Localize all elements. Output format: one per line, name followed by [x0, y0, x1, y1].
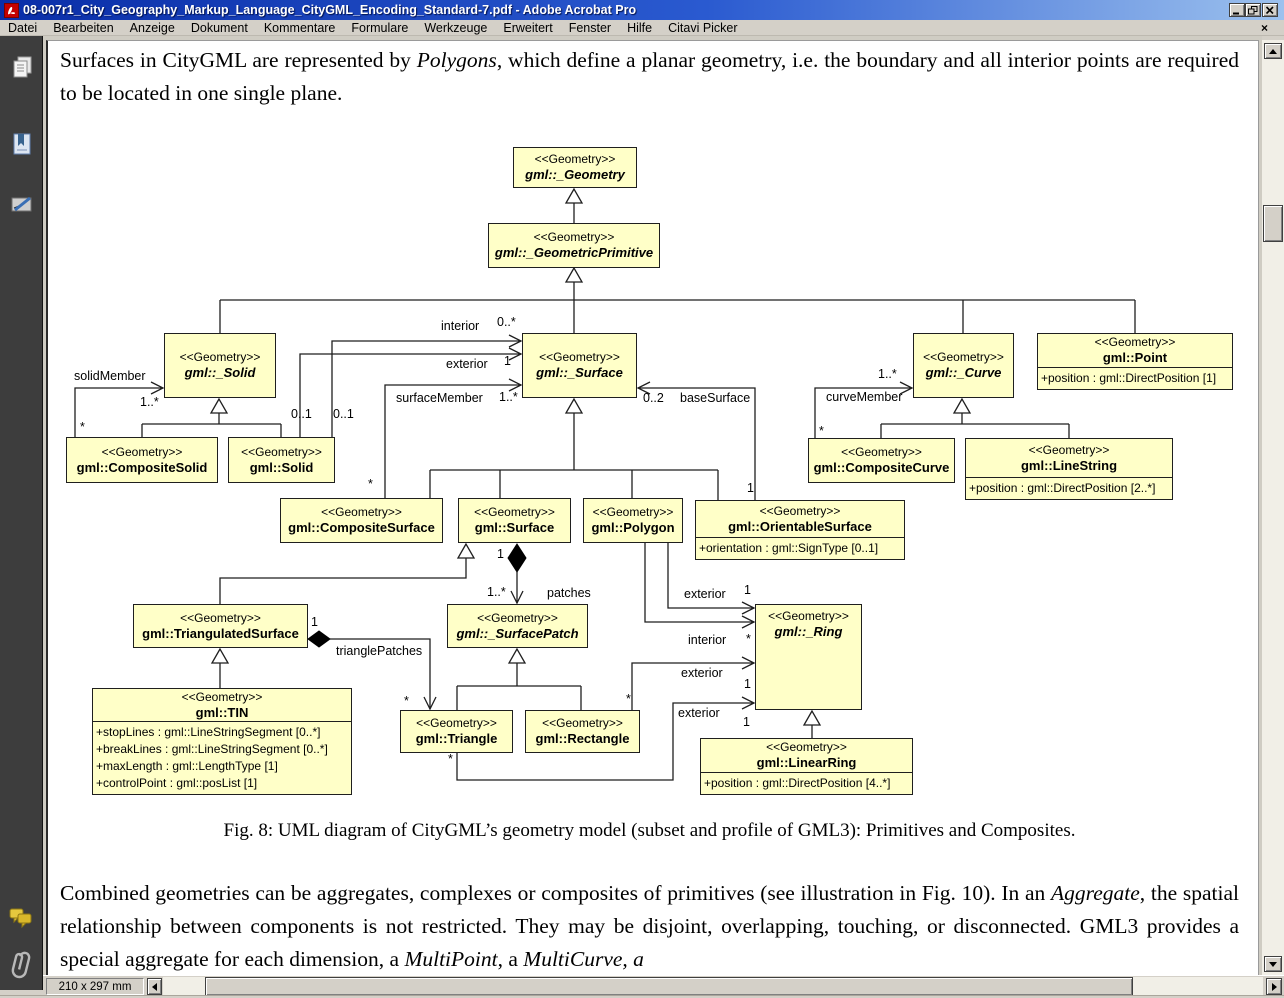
multiplicity: * [448, 752, 453, 766]
attributes [966, 477, 1172, 499]
class-name: gml::Surface [474, 520, 555, 535]
uml-class-gml-compositecurve [808, 438, 955, 483]
restore-icon [1248, 6, 1258, 15]
attribute: +position : gml::DirectPosition [1] [1041, 371, 1217, 385]
multiplicity: 1..* [140, 395, 159, 409]
text-run: , a [497, 947, 524, 971]
class-name: gml::LinearRing [756, 755, 857, 770]
assoc-label-exterior: exterior [446, 357, 488, 371]
stereotype: <<Geometry>> [477, 610, 558, 625]
multiplicity: 0..2 [643, 391, 664, 405]
text-run: Combined geometries can be aggregates, complexes or composites of primitives (see illustration in Fig. 10). In an [60, 881, 1052, 905]
horizontal-scroll-thumb[interactable] [205, 977, 1133, 996]
stereotype: <<Geometry>> [768, 609, 849, 623]
menu-erweitert[interactable]: Erweitert [503, 20, 553, 35]
stereotype: <<Geometry>> [416, 716, 497, 730]
text-run: , which define a planar geometry, i.e. the boundary and all interior points are required to be located in one single plane. [60, 48, 1239, 105]
class-name: gml::LineString [1020, 457, 1118, 473]
class-name: gml::Point [1102, 350, 1168, 365]
uml-class-gml-geometricprimitive [488, 223, 660, 268]
stereotype: <<Geometry>> [533, 230, 615, 244]
uml-class-gml-compositesolid [66, 437, 218, 483]
class-name: gml::_GeometricPrimitive [494, 245, 654, 260]
class-name: gml::_Surface [536, 365, 623, 380]
menu-fenster[interactable]: Fenster [568, 20, 612, 35]
uml-class-gml-rectangle [525, 710, 640, 753]
class-name: gml::Rectangle [535, 731, 630, 746]
stereotype: <<Geometry>> [181, 689, 263, 704]
stereotype: <<Geometry>> [101, 444, 183, 459]
menu-citavi-picker[interactable]: Citavi Picker [668, 20, 738, 35]
class-name: gml::_Ring [774, 624, 843, 639]
attribute: +position : gml::DirectPosition [4..*] [704, 776, 891, 790]
comments-icon [7, 903, 37, 933]
class-name: gml::TIN [195, 704, 249, 720]
attribute: +stopLines : gml::LineStringSegment [0..*] [96, 725, 321, 739]
uml-class-gml-curve-abstract [913, 333, 1014, 398]
multiplicity: 0..1 [291, 407, 312, 421]
class-name: gml::_Curve [925, 365, 1002, 380]
stereotype: <<Geometry>> [1028, 442, 1110, 457]
signature-icon [9, 191, 35, 217]
menu-hilfe[interactable]: Hilfe [627, 20, 653, 35]
text-run-italic: MultiPoint [404, 947, 498, 971]
hscroll-left-button[interactable] [147, 978, 162, 995]
up-arrow-icon [1269, 49, 1277, 54]
class-name: gml::_Solid [184, 365, 256, 380]
class-name: gml::CompositeCurve [813, 460, 950, 475]
attributes [93, 721, 351, 794]
stereotype: <<Geometry>> [542, 716, 623, 730]
minimize-button[interactable] [1229, 3, 1245, 17]
class-name: gml::_Geometry [525, 167, 625, 182]
multiplicity: 0..* [497, 315, 516, 329]
menu-dokument[interactable]: Dokument [190, 20, 248, 35]
hscroll-right-button[interactable] [1266, 978, 1282, 995]
stereotype: <<Geometry>> [179, 350, 261, 364]
restore-button[interactable] [1245, 3, 1261, 17]
multiplicity: * [819, 424, 824, 438]
uml-class-gml-orientablesurface [695, 500, 905, 560]
left-arrow-icon [152, 983, 157, 991]
signature-panel-button[interactable] [7, 188, 37, 220]
menu-formulare[interactable]: Formulare [351, 20, 409, 35]
attribute: +breakLines : gml::LineStringSegment [0..*] [96, 742, 328, 756]
page-size-indicator: 210 x 297 mm [46, 978, 144, 995]
right-arrow-icon [1272, 983, 1277, 991]
navigation-sidebar [0, 36, 43, 990]
vertical-scrollbar[interactable] [1262, 40, 1284, 975]
multiplicity: 1..* [878, 367, 897, 381]
uml-class-gml-surface-abstract [522, 333, 637, 398]
bookmarks-panel-button[interactable] [7, 128, 37, 160]
class-name: gml::Solid [249, 459, 314, 475]
attributes [1038, 367, 1232, 389]
multiplicity: 1..* [487, 585, 506, 599]
multiplicity: 1 [497, 547, 504, 561]
paragraph-surfaces [60, 44, 1239, 110]
pages-icon [9, 55, 35, 81]
class-name: gml::Triangle [415, 731, 498, 746]
stereotype: <<Geometry>> [766, 740, 847, 754]
multiplicity: * [404, 694, 409, 708]
multiplicity: * [746, 632, 751, 646]
assoc-label-surfacemember: surfaceMember [396, 391, 483, 405]
stereotype: <<Geometry>> [759, 503, 841, 518]
attribute: +position : gml::DirectPosition [2..*] [969, 481, 1156, 495]
uml-class-gml-surface [458, 498, 571, 543]
multiplicity: * [626, 692, 631, 706]
stereotype: <<Geometry>> [180, 610, 261, 625]
stereotype: <<Geometry>> [539, 350, 620, 364]
assoc-label-interior: interior [688, 633, 727, 647]
stereotype: <<Geometry>> [241, 444, 322, 459]
pdf-app-icon [4, 3, 19, 18]
text-run: , the spatial relationship between components is not restricted. They may be disjoint, overlapping, touching, or disconnected. GML3 provides a special aggregate for each dimension, a [60, 881, 1239, 971]
text-run-italic: Aggregate [1051, 881, 1140, 905]
menu-anzeige[interactable]: Anzeige [129, 20, 175, 35]
attributes [701, 772, 912, 794]
paragraph-combined [60, 877, 1239, 976]
minimize-icon [1232, 6, 1242, 15]
menu-bearbeiten[interactable]: Bearbeiten [53, 20, 114, 35]
uml-class-gml-linearring [700, 738, 913, 795]
uml-class-gml-triangle [400, 710, 513, 753]
uml-class-gml-ring [755, 604, 862, 710]
window-title: 08-007r1_City_Geography_Markup_Language_CityGML_Encoding_Standard-7.pdf - Adobe Acrobat Pro [23, 3, 637, 17]
assoc-label-curvemember: curveMember [826, 390, 903, 404]
comments-panel-button[interactable] [7, 902, 37, 934]
multiplicity: 1 [743, 715, 750, 729]
close-icon [1265, 6, 1275, 15]
uml-class-gml-solid-abstract [164, 333, 276, 398]
pages-panel-button[interactable] [7, 52, 37, 84]
class-name: gml::CompositeSolid [76, 459, 208, 475]
uml-class-gml-geometry [513, 147, 637, 188]
multiplicity: 1 [744, 583, 751, 597]
scroll-down-button[interactable] [1264, 956, 1282, 972]
uml-class-gml-point [1037, 333, 1233, 390]
multiplicity: 1 [747, 481, 754, 495]
vertical-scroll-thumb[interactable] [1263, 205, 1283, 242]
bookmarks-icon [9, 131, 35, 157]
class-name: gml::CompositeSurface [288, 520, 435, 535]
stereotype: <<Geometry>> [474, 505, 555, 519]
uml-class-gml-surfacepatch [447, 604, 588, 648]
assoc-label-exterior: exterior [684, 587, 726, 601]
uml-class-gml-triangulatedsurface [133, 604, 308, 648]
menu-werkzeuge[interactable]: Werkzeuge [424, 20, 488, 35]
attribute: +maxLength : gml::LengthType [1] [96, 759, 278, 773]
paperclip-icon [9, 946, 35, 986]
menu-bar [0, 20, 1284, 36]
stereotype: <<Geometry>> [1094, 335, 1176, 349]
assoc-label-exterior: exterior [681, 666, 723, 680]
stereotype: <<Geometry>> [841, 445, 922, 459]
multiplicity: * [80, 420, 85, 434]
multiplicity: 1 [311, 615, 318, 629]
stereotype: <<Geometry>> [534, 152, 616, 166]
stereotype: <<Geometry>> [592, 505, 674, 519]
assoc-label-solidmember: solidMember [74, 369, 146, 383]
multiplicity: 1 [744, 677, 751, 691]
assoc-label-exterior: exterior [678, 706, 720, 720]
multiplicity: 0..1 [333, 407, 354, 421]
class-name: gml::_SurfacePatch [456, 625, 579, 641]
multiplicity: 1..* [499, 390, 518, 404]
class-name: gml::OrientableSurface [728, 518, 872, 534]
scroll-up-button[interactable] [1264, 43, 1282, 59]
menu-datei[interactable]: Datei [8, 20, 38, 35]
class-name: gml::TriangulatedSurface [142, 625, 299, 641]
stereotype: <<Geometry>> [321, 505, 402, 519]
uml-class-gml-solid [228, 437, 335, 483]
attribute: +controlPoint : gml::posList [1] [96, 776, 258, 790]
assoc-label-basesurface: baseSurface [680, 391, 751, 405]
toolbar-close-icon[interactable]: × [1260, 21, 1268, 35]
text-run: Surfaces in CityGML are represented by [60, 48, 417, 72]
multiplicity: 1 [504, 354, 511, 368]
uml-class-gml-compositesurface [280, 498, 443, 543]
assoc-label-patches: patches [547, 586, 591, 600]
uml-class-gml-tin [92, 688, 352, 795]
attachments-panel-button[interactable] [7, 944, 37, 988]
close-button[interactable] [1262, 3, 1278, 17]
uml-class-gml-polygon [583, 498, 683, 543]
menu-kommentare[interactable]: Kommentare [263, 20, 336, 35]
multiplicity: * [368, 477, 373, 491]
uml-class-gml-linestring [965, 438, 1173, 500]
title-bar [0, 0, 1284, 20]
attribute: +orientation : gml::SignType [0..1] [699, 541, 879, 555]
attributes [696, 537, 904, 559]
down-arrow-icon [1269, 962, 1277, 967]
stereotype: <<Geometry>> [923, 350, 1004, 364]
text-run-italic: MultiCurve, a [523, 947, 644, 971]
text-run-italic: Polygons [416, 48, 497, 72]
figure-caption: Fig. 8: UML diagram of CityGML’s geometry model (subset and profile of GML3): Primitives and Composites. [223, 820, 1076, 841]
assoc-label-interior: interior [441, 319, 480, 333]
class-name: gml::Polygon [591, 520, 675, 535]
assoc-label-trianglepatches: trianglePatches [336, 644, 423, 658]
